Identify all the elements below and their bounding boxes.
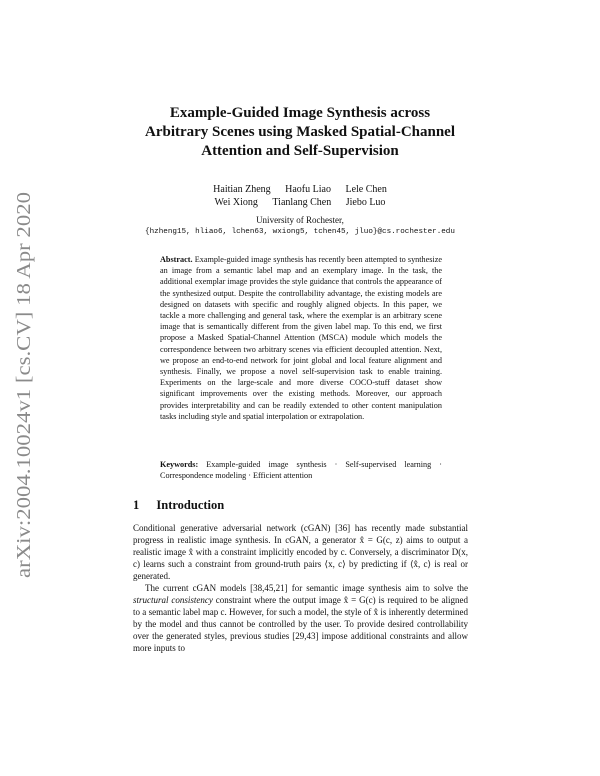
keywords xyxy=(160,459,442,481)
section-number: 1 xyxy=(133,498,140,512)
title-line: Example-Guided Image Synthesis across xyxy=(169,105,431,121)
section-title: Introduction xyxy=(156,498,225,512)
abstract-text: Example-guided image synthesis has recently been attempted to synthesize an image from a semantic label map and an exemplary image. In the task, the additional exemplar image provides the style guidance that controls the appearance of the synthesized output. Despite the controllability advantage, the existing models are designed on datasets with specific and roughly aligned objects. In this paper, we tackle a more challenging and general task, where the exemplar is an arbitrary scene image that is semantically different from the given label map. To this end, we first propose a Masked Spatial-Channel Attention (MSCA) module which models the correspondence between two arbitrary scenes via efficient decoupled attention. Next, we propose an end-to-end network for joint global and local feature alignment and synthesis. Finally, we propose a novel self-supervision task to enable training. Experiments on the large-scale and more diverse COCO-stuff dataset show significant improvements over the existing methods. Moreover, our approach provides interpretability and can be readily extended to other content manipulation tasks including style and spatial interpolation or extrapolation. xyxy=(160,255,443,421)
title-line: Attention and Self-Supervision xyxy=(201,143,399,159)
title-line: Arbitrary Scenes using Masked Spatial-Channel xyxy=(144,124,456,140)
paper-title xyxy=(120,104,480,161)
paragraph-text: The current cGAN models [38,45,21] for semantic image synthesis aim to solve the xyxy=(145,583,468,593)
arxiv-stamp xyxy=(6,190,38,580)
keywords-label: Keywords: xyxy=(160,460,199,469)
author-name: Haofu Liao xyxy=(285,184,331,195)
author-name: Lele Chen xyxy=(345,184,387,195)
keywords-text: Example-guided image synthesis · Self-supervised learning · Correspondence modeling · Efficient attention xyxy=(160,460,442,481)
author-name: Wei Xiong xyxy=(214,197,258,208)
intro-paragraph-2 xyxy=(133,582,468,654)
author-name: Tianlang Chen xyxy=(272,197,332,208)
author-emails: {hzheng15, hliao6, lchen63, wxiong5, tchen45, jluo}@cs.rochester.edu xyxy=(145,228,455,236)
emphasis-text: structural consistency xyxy=(133,595,213,605)
intro-paragraph-1: Conditional generative adversarial network (cGAN) [36] has recently made substantial progress in realistic image synthesis. In cGAN, a generator x̂ = G(c, z) aims to output a realistic image x̂ with a constraint implicitly encoded by c. Conversely, a discriminator D(x, c) learns such a constraint from ground-truth pairs ⟨x, c⟩ by predicting if ⟨x̂, c⟩ is real or generated. xyxy=(133,523,468,581)
author-name: Haitian Zheng xyxy=(213,184,271,195)
paragraph-text: constraint where the output image x̂ = G(c) is required to be aligned to a semantic label map c. However, for such a model, the style of x̂ is inherently determined by the model and thus cannot be controlled by the user. To provide desired controllability over the generated styles, previous studies [29,43] impose additional constraints and allow more inputs to xyxy=(133,595,468,653)
section-heading xyxy=(133,498,224,513)
affiliation: University of Rochester, xyxy=(256,215,344,225)
author-name: Jiebo Luo xyxy=(345,197,386,208)
arxiv-stamp-text: arXiv:2004.10024v1 [cs.CV] 18 Apr 2020 xyxy=(13,239,35,578)
abstract xyxy=(160,254,442,422)
abstract-label: Abstract. xyxy=(160,255,193,264)
author-list xyxy=(150,183,450,209)
